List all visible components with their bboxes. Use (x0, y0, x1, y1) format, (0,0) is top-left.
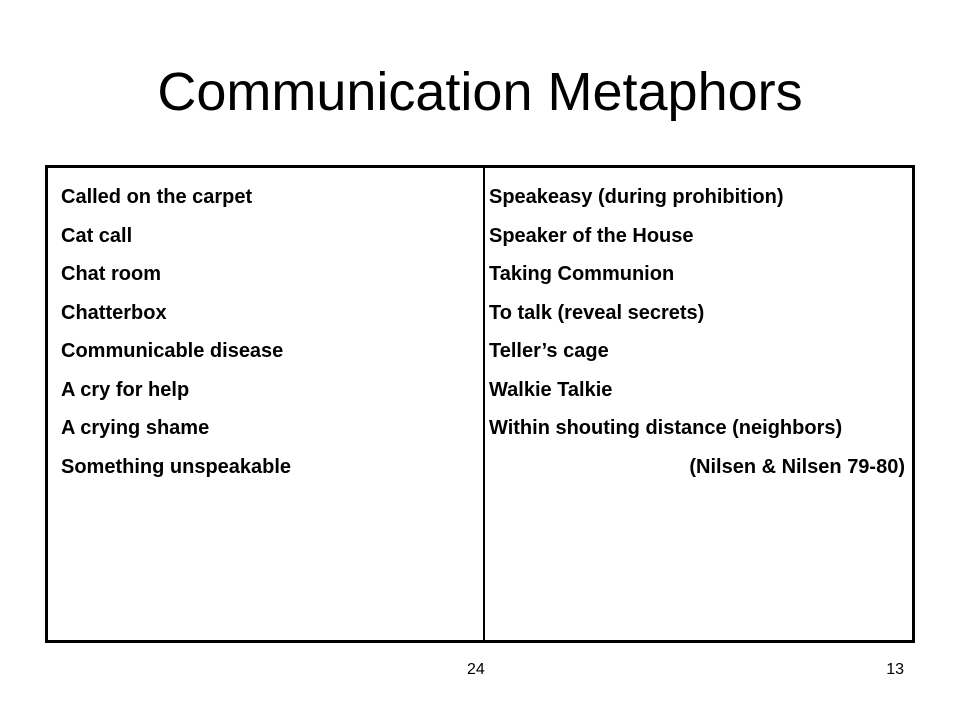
list-item: Taking Communion (489, 263, 675, 285)
list-item: Chat room (61, 263, 161, 285)
list-item: Within shouting distance (neighbors) (489, 417, 843, 439)
list-item: To talk (reveal secrets) (489, 301, 705, 324)
list-item: Teller’s cage (489, 340, 609, 362)
right-column (489, 178, 905, 487)
citation: (Nilsen & Nilsen 79-80) (689, 456, 905, 478)
page-number: 24 (467, 661, 485, 678)
list-item: Speaker of the House (489, 224, 694, 247)
column-divider (483, 168, 485, 640)
left-column (61, 178, 471, 486)
list-item: A cry for help (61, 378, 190, 401)
list-item: Communicable disease (61, 340, 284, 362)
list-item: Something unspeakable (61, 455, 292, 478)
list-item: Cat call (61, 224, 133, 247)
list-item: Chatterbox (61, 301, 167, 324)
slide-number: 13 (886, 661, 904, 678)
slide-title: Communication Metaphors (157, 62, 803, 122)
metaphor-table (45, 165, 915, 643)
list-item: Called on the carpet (61, 186, 253, 208)
list-item: Walkie Talkie (489, 378, 613, 401)
list-item: A crying shame (61, 417, 210, 439)
list-item: Speakeasy (during prohibition) (489, 186, 784, 208)
